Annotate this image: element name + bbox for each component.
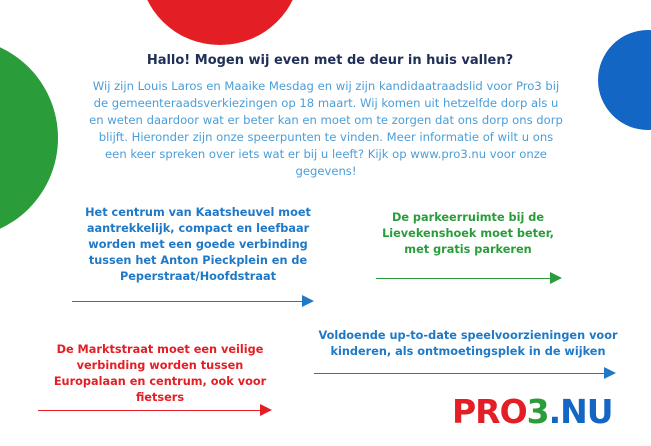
arrow-right-icon (376, 278, 560, 279)
arrow-right-icon (314, 373, 614, 374)
logo-part-3: 3 (526, 392, 549, 431)
point-centrum: Het centrum van Kaatsheuvel moet aantrekkelijk, compact en leefbaar worden met een goede verbinding tussen het Anton Pieckplein en de Peperstraat/Hoofdstraat (85, 206, 311, 283)
logo-part-nu: .NU (548, 392, 613, 431)
red-circle-decoration (140, 0, 300, 45)
point-parkeerruimte: De parkeerruimte bij de Lievekenshoek moet beter, met gratis parkeren (382, 211, 554, 256)
intro-paragraph: Wij zijn Louis Laros en Maaike Mesdag en wij zijn kandidaatraadslid voor Pro3 bij de gemeenteraadsverkiezingen op 18 maart. Wij komen uit hetzelfde dorp als u en weten daardoor wat er beter kan en moet om te zorgen dat ons dorp ons dorp blijft. Hieronder zijn onze speerpunten te vinden. Meer informatie of wilt u ons een keer spreken over iets wat er bij u leeft? Kijk op www.pro3.nu voor onze gegevens! (89, 79, 563, 178)
headline: Hallo! Mogen wij even met de deur in huis vallen? (146, 53, 514, 68)
blue-circle-decoration (598, 30, 651, 130)
arrow-right-icon (38, 410, 270, 411)
green-circle-decoration (0, 38, 58, 238)
logo-part-pro: PRO (452, 392, 527, 431)
arrow-right-icon (72, 301, 312, 302)
point-marktstraat: De Marktstraat moet een veilige verbinding worden tussen Europalaan en centrum, ook voor fietsers (53, 343, 267, 404)
pro3-logo (452, 392, 624, 432)
point-speelvoorzieningen: Voldoende up-to-date speelvoorzieningen voor kinderen, als ontmoetingsplek in de wijken (318, 329, 618, 358)
